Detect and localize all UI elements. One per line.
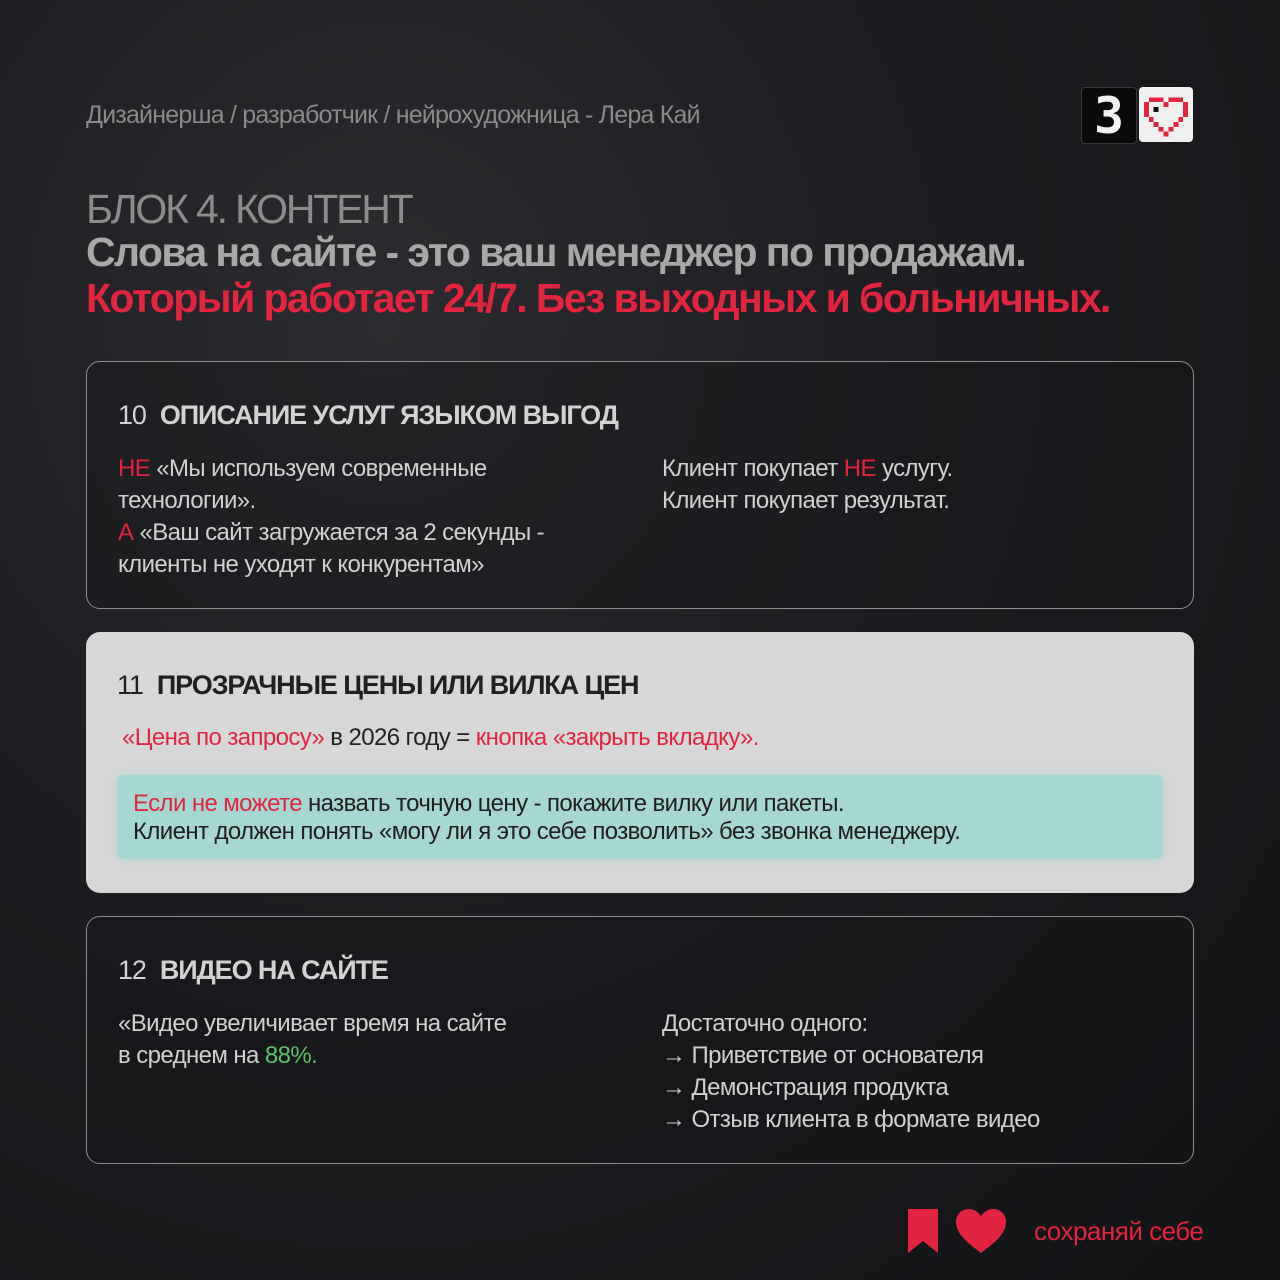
highlight-text bbox=[133, 790, 960, 846]
save-label: сохраняй себе bbox=[1034, 1215, 1204, 1246]
pixel-heart-icon bbox=[1139, 87, 1193, 142]
good-example-cont: клиенты не уходят к конкурентам» bbox=[118, 551, 484, 578]
card-video bbox=[86, 916, 1194, 1164]
card-number: 10 bbox=[118, 400, 146, 430]
video-stat bbox=[118, 1008, 598, 1072]
conclusion-text: Клиент покупает bbox=[662, 455, 838, 482]
card-heading: ПРОЗРАЧНЫЕ ЦЕНЫ ИЛИ ВИЛКА ЦЕН bbox=[156, 670, 639, 700]
ne-marker: НЕ bbox=[843, 455, 876, 482]
video-stat-value: 88%. bbox=[264, 1042, 318, 1069]
video-options bbox=[662, 1008, 1172, 1136]
card-title bbox=[118, 955, 388, 986]
logo-number-tile bbox=[1081, 87, 1137, 144]
statement-middle: в 2026 году = bbox=[330, 724, 470, 751]
headline-primary: Слова на сайте - это ваш менеджер по продажам. bbox=[86, 229, 1026, 275]
highlight-condition: Если не можете bbox=[133, 790, 302, 817]
block-label: БЛОК 4. КОНТЕНТ bbox=[86, 186, 412, 232]
a-marker: А bbox=[118, 519, 134, 546]
card-number: 11 bbox=[117, 670, 143, 700]
ne-marker: НЕ bbox=[118, 455, 151, 482]
example-block bbox=[118, 453, 598, 581]
video-stat-line: в среднем на bbox=[118, 1042, 259, 1069]
list-item: → Демонстрация продукта bbox=[662, 1074, 949, 1101]
list-item: → Отзыв клиента в формате видео bbox=[662, 1106, 1040, 1133]
video-options-intro: Достаточно одного: bbox=[662, 1010, 868, 1037]
good-example: «Ваш сайт загружается за 2 секунды - bbox=[139, 519, 545, 546]
conclusion-block bbox=[662, 453, 1162, 517]
card-pricing bbox=[86, 632, 1194, 893]
bad-example: «Мы используем современные bbox=[156, 455, 487, 482]
highlight-note bbox=[117, 775, 1163, 859]
card-heading: ОПИСАНИЕ УСЛУГ ЯЗЫКОМ ВЫГОД bbox=[159, 400, 618, 430]
statement-result: кнопка «закрыть вкладку». bbox=[475, 724, 759, 751]
card-benefits bbox=[86, 361, 1194, 609]
bad-example-cont: технологии». bbox=[118, 487, 256, 514]
heart-icon[interactable] bbox=[954, 1207, 1008, 1255]
headline-accent: Который работает 24/7. Без выходных и больничных. bbox=[86, 275, 1110, 321]
save-reminder bbox=[906, 1205, 1203, 1257]
conclusion-text: услугу. bbox=[881, 455, 953, 482]
pricing-statement bbox=[122, 722, 759, 754]
brand-logo bbox=[1081, 87, 1193, 143]
card-title bbox=[117, 670, 638, 701]
card-number: 12 bbox=[118, 955, 146, 985]
video-stat-line: «Видео увеличивает время на сайте bbox=[118, 1010, 507, 1037]
card-title bbox=[118, 400, 618, 431]
highlight-goal: Клиент должен понять «могу ли я это себе позволить» без звонка менеджеру. bbox=[133, 818, 961, 845]
bookmark-icon[interactable] bbox=[906, 1207, 940, 1255]
highlight-advice: назвать точную цену - покажите вилку или пакеты. bbox=[308, 790, 844, 817]
list-item: → Приветствие от основателя bbox=[662, 1042, 984, 1069]
author-byline: Дизайнерша / разработчик / нейрохудожница - Лера Кай bbox=[86, 101, 700, 129]
conclusion-result: Клиент покупает результат. bbox=[662, 487, 950, 514]
logo-number: 3 bbox=[1093, 87, 1125, 144]
card-heading: ВИДЕО НА САЙТЕ bbox=[159, 955, 388, 985]
statement-quote: «Цена по запросу» bbox=[122, 724, 325, 751]
